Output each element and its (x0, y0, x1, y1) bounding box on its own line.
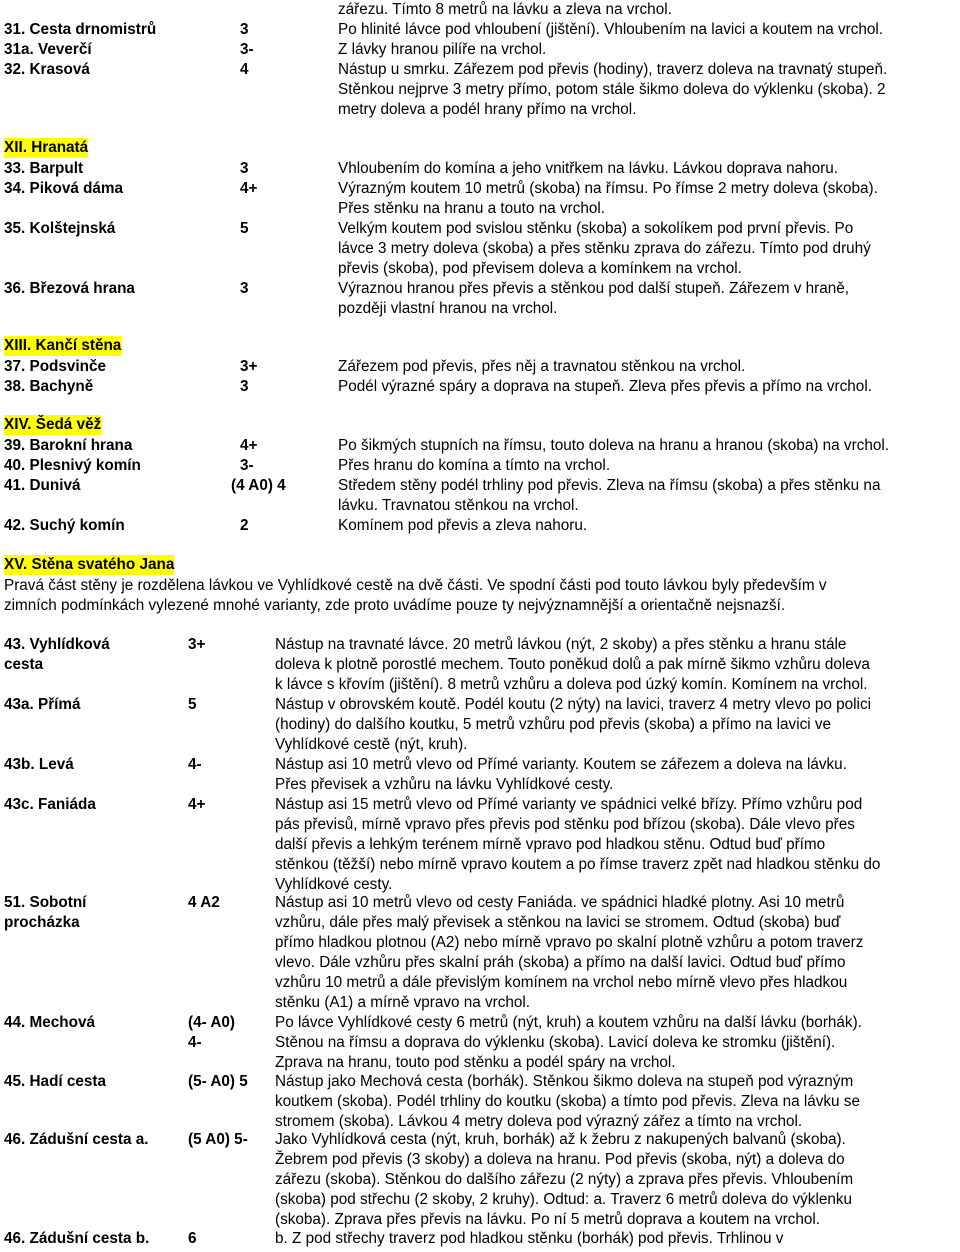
route-name: 33. Barpult (4, 160, 84, 177)
route-description: Středem stěny podél trhliny pod převis. Zleva na římsu (skoba) a přes stěnku na (338, 477, 881, 494)
route-description: lávce 3 metry doleva (skoba) a přes stěnku zprava do zářezu. Tímto pod druhý (338, 240, 871, 257)
route-name: 43b. Levá (4, 756, 74, 773)
route-grade: 5 (188, 696, 197, 713)
route-name: 32. Krasová (4, 61, 90, 78)
route-row (0, 436, 960, 456)
intro-line: zimních podmínkách vylezené mnohé varianty, zde proto uvádíme pouze ty nejvýznamnější a orientačně nejsnazší. (4, 597, 786, 614)
route-name: 31a. Veverčí (4, 41, 92, 58)
route-name: 41. Dunivá (4, 477, 81, 494)
route-grade: 6 (188, 1230, 197, 1247)
route-description: Výraznou hranou přes převis a stěnkou pod další stupeň. Zářezem v hraně, (338, 280, 850, 297)
route-description: zářezu. Tímto 8 metrů na lávku a zleva na vrchol. (338, 1, 672, 18)
route-description: b. Z pod střechy traverz pod hladkou stěnku (borhák) pod převis. Trhlinou v (275, 1230, 784, 1247)
route-grade: (4- A0) 4- (188, 1014, 236, 1051)
route-row (0, 279, 960, 319)
route-grade: 3+ (188, 636, 206, 653)
route-grade: 3+ (240, 358, 258, 375)
route-description: metry doleva a podél hrany přímo na vrchol. (338, 101, 637, 118)
route-row (0, 159, 960, 179)
route-name: 46. Zádušní cesta b. (4, 1230, 150, 1247)
route-row (0, 476, 960, 516)
route-description: Nástup asi 10 metrů vlevo od cesty Faniáda. ve spádnici hladké plotny. Asi 10 metrů vzhůru, dále přes malý převisek a stěnkou na lavici se stromem. Odtud (skoba) buď přímo hladkou plotnou (A2) nebo mírně vpravo po skalní plotně vzhůru a potom traverz vlevo. Dále vzhůru přes skalní práh (skoba) a přímo na další lavici. Odtud buď přímo vzhůru 10 metrů a dále převislým komínem na vrchol nebo mírně vlevo přes hladkou stěnku (A1) a mírně vpravo na vrchol. (275, 894, 864, 1011)
route-grade: 2 (240, 517, 249, 534)
route-description: Nástup jako Mechová cesta (borhák). Stěnkou šikmo doleva na stupeň pod výrazným koutkem (skoba). Podél trhliny do koutku (skoba) a tímto pod převis. Zleva na lávku se stromem (skoba). Lávkou 4 metry doleva pod výrazný zářez a tímto na vrchol. (275, 1073, 860, 1130)
route-description: Z lávky hranou pilíře na vrchol. (338, 41, 547, 58)
route-description: Nástup na travnaté lávce. 20 metrů lávkou (nýt, 2 skoby) a přes stěnku a hranu stále doleva k plotně porostlé mechem. Touto poněkud dolů a pak mírně šikmo vzhůru doleva k lávce s křovím (jištění). 8 metrů vzhůru a doleva pod úzký komín. Komínem na vrchol. (275, 636, 870, 693)
section-heading: XIV. Šedá věž (4, 416, 102, 433)
route-grade: 3- (240, 457, 254, 474)
route-description: Po šikmých stupních na římsu, touto doleva na hranu a hranou (skoba) na vrchol. (338, 437, 889, 454)
route-description: převis (skoba), pod převisem doleva a komínkem na vrchol. (338, 260, 742, 277)
route-name: 44. Mechová (4, 1014, 95, 1031)
section-heading: XV. Stěna svatého Jana (4, 556, 175, 573)
route-description: Nástup asi 10 metrů vlevo od Přímé varianty. Koutem se zářezem a doleva na lávku. Přes převisek a vzhůru na lávku Vyhlídkové cesty. (275, 756, 847, 793)
route-description: Jako Vyhlídková cesta (nýt, kruh, borhák) až k žebru z nakupených balvanů (skoba). Žebrem pod převis (3 skoby) a doleva na hranu. Pod převis (skoba, nýt) a doleva do zářezu (skoba). Stěnkou do dalšího zářezu (2 nýty) a zprava přes převis. Vhloubením (skoba) pod střechu (2 skoby, 2 kruhy). Odtud: a. Traverz 6 metrů doleva do výklenku (skoba). Zprava přes převis na lávku. Po ní 5 metrů doprava a koutem na vrchol. (275, 1131, 854, 1228)
route-grade: 4 A2 (188, 894, 220, 911)
route-row (0, 179, 960, 219)
route-name: 35. Kolštejnská (4, 220, 116, 237)
route-name: 34. Piková dáma (4, 180, 124, 197)
route-name: 37. Podsvinče (4, 358, 107, 375)
section-heading: XII. Hranatá (4, 139, 89, 156)
route-name: 40. Plesnivý komín (4, 457, 141, 474)
route-row (0, 20, 960, 40)
route-description: Přes hranu do komína a tímto na vrchol. (338, 457, 611, 474)
route-row (0, 60, 960, 120)
route-description: Po lávce Vyhlídkové cesty 6 metrů (nýt, kruh) a koutem vzhůru na další lávku (borhák). Stěnou na římsu a doprava do výklenku (skoba). Lavicí doleva ke stromku (jištění). Zprava na hranu, touto pod stěnku a podél spáry na vrchol. (275, 1014, 862, 1071)
route-description: Po hlinité lávce pod vhloubení (jištění). Vhloubením na lavici a koutem na vrchol. (338, 21, 884, 38)
route-row (0, 516, 960, 536)
route-description: Velkým koutem pod svislou stěnku (skoba) a sokolíkem pod první převis. Po (338, 220, 854, 237)
route-grade: 3- (240, 41, 254, 58)
route-row (0, 357, 960, 377)
route-grade: 3 (240, 280, 249, 297)
route-row (0, 219, 960, 279)
route-name: 31. Cesta drnomistrů (4, 21, 157, 38)
route-description: Stěnkou nejprve 3 metry přímo, potom stále šikmo doleva do výklenku (skoba). 2 (338, 81, 886, 98)
route-description: Zářezem pod převis, přes něj a travnatou stěnkou na vrchol. (338, 358, 746, 375)
route-grade: (5 A0) 5- (188, 1131, 248, 1148)
route-grade: 3 (240, 378, 249, 395)
route-row (0, 695, 960, 755)
route-row (0, 0, 960, 20)
route-name: 42. Suchý komín (4, 517, 125, 534)
route-description: Nástup asi 15 metrů vlevo od Přímé varianty ve spádnici velké břízy. Přímo vzhůru pod pás převisů, mírně vpravo přes převis pod stěnku pod břízou (skoba). Dále vlevo přes další převis a lehkým terénem mírně vpravo pod hladkou stěnu. Odtud buď přímo stěnkou (těžší) nebo mírně vpravo koutem a po římse traverz zpět nad hladkou stěnku do Vyhlídkové cesty. (275, 796, 881, 893)
section-heading: XIII. Kančí stěna (4, 337, 122, 354)
route-grade: 4+ (188, 796, 206, 813)
route-row (0, 1072, 960, 1132)
route-name: 43. Vyhlídková cesta (4, 636, 110, 673)
route-description: Vhloubením do komína a jeho vnitřkem na lávku. Lávkou doprava nahoru. (338, 160, 839, 177)
route-name: 39. Barokní hrana (4, 437, 133, 454)
route-name: 36. Březová hrana (4, 280, 135, 297)
route-description: Výrazným koutem 10 metrů (skoba) na římsu. Po římse 2 metry doleva (skoba). (338, 180, 878, 197)
route-description: Podél výrazné spáry a doprava na stupeň. Zleva přes převis a přímo na vrchol. (338, 378, 872, 395)
route-grade: 4- (188, 756, 202, 773)
route-row (0, 893, 960, 1013)
route-grade: 4+ (240, 437, 258, 454)
route-grade: 4 (240, 61, 249, 78)
route-name: 38. Bachyně (4, 378, 94, 395)
route-grade: 5 (240, 220, 249, 237)
intro-line: Pravá část stěny je rozdělena lávkou ve Vyhlídkové cestě na dvě části. Ve spodní části pod touto lávkou byly především v (4, 577, 827, 594)
route-description: Komínem pod převis a zleva nahoru. (338, 517, 588, 534)
route-row (0, 456, 960, 476)
route-grade: (5- A0) 5 (188, 1073, 248, 1090)
route-description: Přes stěnku na hranu a touto na vrchol. (338, 200, 606, 217)
route-row (0, 1130, 960, 1230)
route-name: 51. Sobotní procházka (4, 894, 87, 931)
route-row (0, 377, 960, 397)
route-row (0, 1013, 960, 1073)
route-grade: 3 (240, 160, 249, 177)
route-description: Nástup v obrovském koutě. Podél koutu (2 nýty) na lavici, traverz 4 metry vlevo po polici (hodiny) do dalšího koutku, 5 metrů vzhůru pod převis (skoba) a přímo na lavici ve Vyhlídkové cestě (nýt, kruh). (275, 696, 871, 753)
section-intro (4, 576, 954, 616)
route-grade: (4 A0) 4 (231, 477, 286, 494)
route-row (0, 1229, 960, 1249)
route-grade: 4+ (240, 180, 258, 197)
route-name: 45. Hadí cesta (4, 1073, 107, 1090)
route-grade: 3 (240, 21, 249, 38)
route-name: 43a. Přímá (4, 696, 81, 713)
route-row (0, 635, 960, 695)
route-row (0, 755, 960, 795)
route-row (0, 795, 960, 895)
route-name: 46. Zádušní cesta a. (4, 1131, 149, 1148)
route-description: lávku. Travnatou stěnkou na vrchol. (338, 497, 579, 514)
route-row (0, 40, 960, 60)
route-description: Nástup u smrku. Zářezem pod převis (hodiny), traverz doleva na travnatý stupeň. (338, 61, 888, 78)
route-name: 43c. Faniáda (4, 796, 96, 813)
route-description: později vlastní hranou na vrchol. (338, 300, 558, 317)
